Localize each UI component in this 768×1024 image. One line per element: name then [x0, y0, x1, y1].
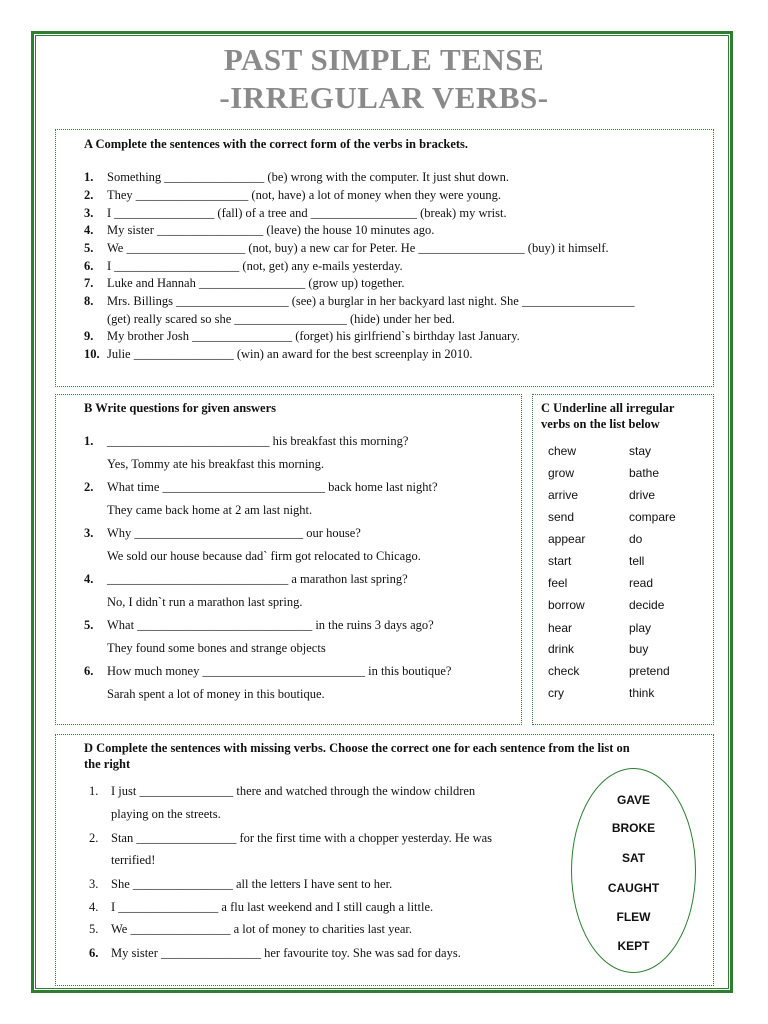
- b-item-question: What ____________________________ in the ruins 3 days ago?: [107, 618, 434, 632]
- verb-item: appear: [548, 532, 586, 546]
- d-item-text: My sister ________________ her favourite toy. She was sad for days.: [111, 946, 461, 960]
- d-item-number: 1.: [89, 784, 99, 798]
- section-a-heading: A Complete the sentences with the correct form of the verbs in brackets.: [84, 137, 469, 151]
- verb-item: tell: [629, 554, 645, 568]
- page-title: PAST SIMPLE TENSE: [223, 42, 545, 77]
- word-bank-item: CAUGHT: [607, 881, 660, 895]
- b-item-answer: They found some bones and strange objects: [107, 641, 326, 655]
- section-c-heading: verbs on the list below: [541, 417, 660, 431]
- verb-item: do: [629, 532, 643, 546]
- a-item-number: 6.: [84, 259, 94, 273]
- a-item-text: Luke and Hannah _________________ (grow up) together.: [107, 276, 405, 290]
- a-item-text: I ________________ (fall) of a tree and _________________ (break) my wrist.: [107, 206, 507, 220]
- section-b-heading: B Write questions for given answers: [84, 401, 277, 415]
- d-item-number: 5.: [89, 922, 99, 936]
- b-item-answer: No, I didn`t run a marathon last spring.: [107, 595, 303, 609]
- verb-item: decide: [629, 598, 665, 612]
- verb-item: start: [548, 554, 572, 568]
- a-item-text: Julie ________________ (win) an award for the best screenplay in 2010.: [107, 347, 473, 361]
- d-item-number: 4.: [89, 900, 99, 914]
- a-item-number: 1.: [84, 170, 94, 184]
- b-item-number: 2.: [84, 480, 94, 494]
- d-item-text: playing on the streets.: [111, 807, 221, 821]
- word-bank-item: FLEW: [616, 910, 651, 924]
- verb-item: arrive: [548, 488, 579, 502]
- d-item-text: I just _______________ there and watched through the window children: [111, 784, 476, 798]
- d-item-text: terrified!: [111, 853, 156, 867]
- verb-item: drink: [548, 642, 575, 656]
- verb-item: play: [629, 621, 652, 635]
- a-item-number: 10.: [84, 347, 100, 361]
- d-item-text: I ________________ a flu last weekend and I still caugh a little.: [111, 900, 434, 914]
- b-item-number: 1.: [84, 434, 94, 448]
- a-item-text: I ____________________ (not, get) any e-mails yesterday.: [107, 259, 403, 273]
- a-item-text: My sister _________________ (leave) the house 10 minutes ago.: [107, 223, 435, 237]
- d-item-text: Stan ________________ for the first time with a chopper yesterday. He was: [111, 831, 493, 845]
- verb-item: hear: [548, 621, 573, 635]
- b-item-answer: We sold our house because dad` firm got relocated to Chicago.: [107, 549, 421, 563]
- word-bank-item: KEPT: [617, 939, 650, 953]
- word-bank-item: GAVE: [616, 793, 651, 807]
- d-item-number: 2.: [89, 831, 99, 845]
- a-item-number: 4.: [84, 223, 94, 237]
- a-item-number: 7.: [84, 276, 94, 290]
- verb-item: think: [629, 686, 655, 700]
- verb-item: bathe: [629, 466, 660, 480]
- d-item-text: She ________________ all the letters I have sent to her.: [111, 877, 393, 891]
- b-item-answer: Sarah spent a lot of money in this boutique.: [107, 687, 325, 701]
- a-item-text: My brother Josh ________________ (forget) his girlfriend`s birthday last January.: [107, 329, 520, 343]
- b-item-question: __________________________ his breakfast this morning?: [107, 434, 409, 448]
- verb-item: pretend: [629, 664, 670, 678]
- a-item-number: 9.: [84, 329, 94, 343]
- verb-item: compare: [629, 510, 676, 524]
- verb-item: grow: [548, 466, 575, 480]
- verb-item: borrow: [548, 598, 585, 612]
- a-item-text: Mrs. Billings __________________ (see) a burglar in her backyard last night. She __________________: [107, 294, 635, 308]
- b-item-question: How much money __________________________ in this boutique?: [107, 664, 452, 678]
- b-item-number: 4.: [84, 572, 94, 586]
- verb-item: cry: [548, 686, 564, 700]
- b-item-number: 5.: [84, 618, 94, 632]
- a-item-text: They __________________ (not, have) a lot of money when they were young.: [107, 188, 502, 202]
- b-item-number: 6.: [84, 664, 94, 678]
- b-item-answer: They came back home at 2 am last night.: [107, 503, 313, 517]
- b-item-question: _____________________________ a marathon last spring?: [107, 572, 408, 586]
- d-item-text: We ________________ a lot of money to charities last year.: [111, 922, 413, 936]
- verb-item: stay: [629, 444, 652, 458]
- word-bank-item: SAT: [621, 851, 646, 865]
- a-item-number: 3.: [84, 206, 94, 220]
- verb-item: read: [629, 576, 654, 590]
- section-d-heading: the right: [84, 757, 131, 771]
- b-item-answer: Yes, Tommy ate his breakfast this morning.: [107, 457, 325, 471]
- verb-item: feel: [548, 576, 568, 590]
- b-item-question: What time __________________________ back home last night?: [107, 480, 438, 494]
- d-item-number: 3.: [89, 877, 99, 891]
- a-item-text: We ___________________ (not, buy) a new car for Peter. He _________________ (buy) it himself.: [107, 241, 609, 255]
- b-item-number: 3.: [84, 526, 94, 540]
- page-subtitle: -IRREGULAR VERBS-: [219, 80, 549, 115]
- verb-item: chew: [548, 444, 577, 458]
- word-bank-item: BROKE: [611, 821, 656, 835]
- verb-item: buy: [629, 642, 649, 656]
- a-item-number: 5.: [84, 241, 94, 255]
- b-item-question: Why ___________________________ our house?: [107, 526, 361, 540]
- verb-item: drive: [629, 488, 656, 502]
- verb-item: send: [548, 510, 575, 524]
- a-item-number: 2.: [84, 188, 94, 202]
- a-item-text: Something ________________ (be) wrong with the computer. It just shut down.: [107, 170, 510, 184]
- a-item-text: (get) really scared so she __________________ (hide) under her bed.: [107, 312, 455, 326]
- a-item-number: 8.: [84, 294, 94, 308]
- d-item-number: 6.: [89, 946, 99, 960]
- section-d-heading: D Complete the sentences with missing verbs. Choose the correct one for each sentence from the list on: [84, 741, 630, 755]
- verb-item: check: [548, 664, 580, 678]
- section-c-heading: C Underline all irregular: [541, 401, 675, 415]
